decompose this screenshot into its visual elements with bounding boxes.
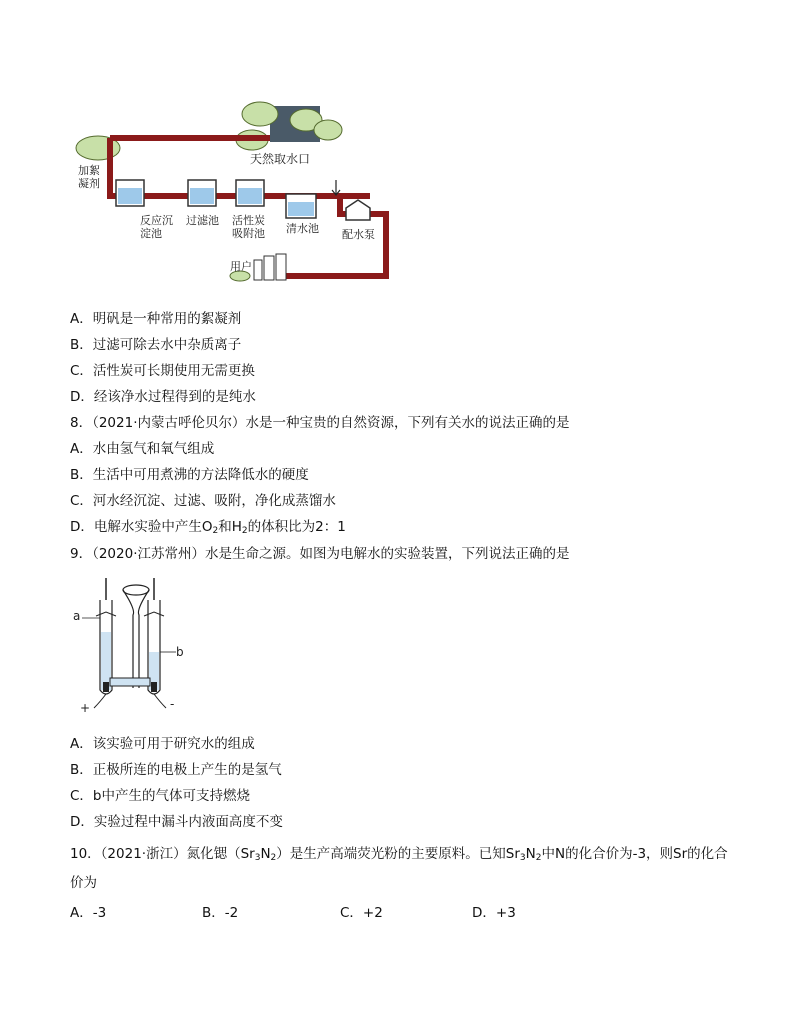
q8-option-d: D．电解水实验中产生$O_2$和$H_2$的体积比为2：1 [70, 519, 346, 536]
label-pump: 配水泵 [342, 228, 375, 241]
tube-label-b: b [176, 645, 184, 659]
q8-option-a: A．水由氢气和氧气组成 [70, 441, 215, 457]
electrolysis-apparatus [70, 570, 210, 720]
water-treatment-diagram [70, 96, 400, 286]
electrolysis-svg [70, 570, 210, 720]
q10-stem-line2: 价为 [70, 875, 97, 891]
building-icon [276, 254, 286, 280]
pump-icon [346, 200, 370, 220]
q8-stem: 8．（2021·内蒙古呼伦贝尔）水是一种宝贵的自然资源，下列有关水的说法正确的是 [70, 415, 570, 431]
q9-option-b: B．正极所连的电极上产生的是氢气 [70, 762, 282, 778]
q8-option-c: C．河水经沉淀、过滤、吸附，净化成蒸馏水 [70, 493, 336, 509]
q10-option-c: C．+2 [340, 905, 383, 921]
label-coagulant-1: 加絮 [78, 164, 100, 177]
label-clear: 清水池 [286, 222, 319, 235]
label-carbon-1: 活性炭 [232, 214, 265, 227]
label-reaction-2: 淀池 [140, 227, 162, 240]
tree-icon [242, 102, 278, 126]
q10-stem: 10．（2021·浙江）氮化锶$(Sr_3N_2)$是生产高端荧光粉的主要原料。已知$Sr_3N_2$中N的化合价为-3，则Sr的化合 [70, 846, 728, 863]
q7-option-a: A．明矾是一种常用的絮凝剂 [70, 311, 242, 327]
tube-label-a: a [73, 609, 81, 623]
wire-right [154, 694, 166, 708]
q10-option-d: D．+3 [472, 905, 516, 921]
funnel-icon [123, 585, 149, 595]
label-carbon-2: 吸附池 [232, 227, 265, 240]
negative-terminal-label: - [170, 697, 175, 711]
building-icon [254, 260, 262, 280]
label-filter: 过滤池 [186, 214, 219, 227]
q9-stem: 9．（2020·江苏常州）水是生命之源。如图为电解水的实验装置，下列说法正确的是 [70, 546, 570, 562]
q7-option-c: C．活性炭可长期使用无需更换 [70, 363, 255, 379]
label-reaction-1: 反应沉 [140, 214, 173, 227]
electrode-left [103, 682, 109, 692]
building-icon [264, 256, 274, 280]
arrow-down-icon [332, 180, 340, 195]
q9-option-d: D．实验过程中漏斗内液面高度不变 [70, 814, 283, 830]
label-user: 用户 [230, 260, 252, 273]
q8-option-b: B．生活中可用煮沸的方法降低水的硬度 [70, 467, 309, 483]
wire-left [94, 694, 106, 708]
q9-option-c: C．b中产生的气体可支持燃烧 [70, 788, 250, 804]
electrode-right [151, 682, 157, 692]
q9-option-a: A．该实验可用于研究水的组成 [70, 736, 255, 752]
positive-terminal-label: + [80, 701, 91, 715]
label-coagulant-2: 凝剂 [78, 177, 100, 190]
water-treatment-svg [70, 96, 400, 286]
q10-option-b: B．-2 [202, 905, 239, 921]
q10-option-a: A．-3 [70, 905, 107, 921]
label-source: 天然取水口 [250, 152, 311, 166]
q7-option-b: B．过滤可除去水中杂质离子 [70, 337, 242, 353]
tree-icon [314, 120, 342, 140]
q7-option-d: D．经该净水过程得到的是纯水 [70, 389, 256, 405]
